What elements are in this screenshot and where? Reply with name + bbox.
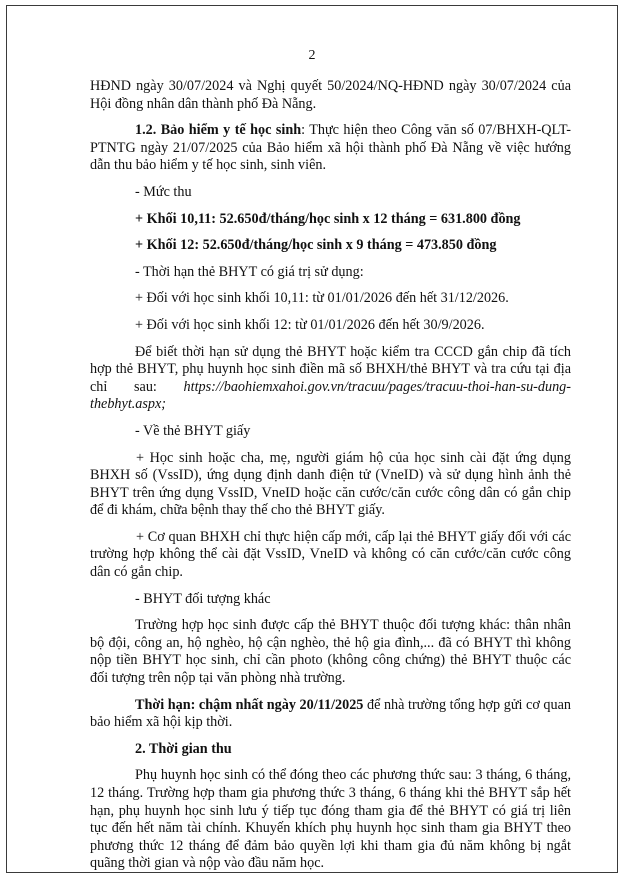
deadline-paragraph (90, 697, 571, 732)
paper-card-title: - Về thẻ BHYT giấy (135, 422, 251, 439)
lookup-paragraph (90, 344, 571, 414)
validity-grade-12: + Đối với học sinh khối 12: từ 01/01/2026 đến hết 30/9/2026. (135, 316, 485, 333)
other-insurance-title: - BHYT đối tượng khác (135, 590, 271, 607)
paper-card-paragraph-1: + Học sinh hoặc cha, mẹ, người giám hộ của học sinh cài đặt ứng dụng BHXH số (VssID), ứng dụng định danh điện tử (VneID) và sử dụng hình ảnh thẻ BHYT trên ứng dụng VssID, VneID hoặc căn cước/căn cước công dân có gắn chip để đi khám, chữa bệnh thay thế cho thẻ BHYT giấy. (90, 449, 571, 519)
section-1-2-paragraph (90, 122, 571, 175)
validity-title: - Thời hạn thẻ BHYT có giá trị sử dụng: (135, 263, 364, 280)
page-number: 2 (308, 48, 316, 63)
paper-card-paragraph-2: + Cơ quan BHXH chỉ thực hiện cấp mới, cấp lại thẻ BHYT giấy đối với các trường hợp không thể cài đặt VssID, VneID và không có căn cước/căn cước công dân có gắn chip. (90, 528, 571, 581)
lookup-text: Để biết thời hạn sử dụng thẻ BHYT hoặc kiểm tra CCCD gắn chip đã tích hợp thẻ BHYT, phụ huynh học sinh điền mã số BHXH/thẻ BHYT và tra cứu tại địa chỉ sau: (90, 343, 571, 395)
section-2-paragraph: Phụ huynh học sinh có thể đóng theo các phương thức sau: 3 tháng, 6 tháng, 12 tháng. Trường hợp tham gia phương thức 3 tháng, 6 tháng khi thẻ BHYT sắp hết hạn, phụ huynh học sinh lưu ý tiếp tục đóng tham gia để thẻ BHYT có giá trị liên tục đến hết năm tài chính. Khuyến khích phụ huynh học sinh tham gia BHYT theo phương thức 12 tháng để đảm bảo quyền lợi khi tham gia đủ năm không bị ngắt quãng thời gian và nộp vào đầu năm học. (90, 767, 571, 872)
other-insurance-paragraph: Trường hợp học sinh được cấp thẻ BHYT thuộc đối tượng khác: thân nhân bộ đội, công an, hộ nghèo, hộ cận nghèo, thẻ hộ gia đình,... đã có BHYT thì không nộp tiền BHYT học sinh, chỉ cần photo (không công chứng) thẻ BHYT thuộc các đối tượng trên nộp tại văn phòng nhà trường. (90, 617, 571, 687)
lookup-url[interactable]: https://baohiemxahoi.gov.vn/tracuu/pages/tracuu-thoi-han-su-dung-thebhyt.aspx; (90, 378, 571, 413)
section-1-2-text: : Thực hiện theo Công văn số 07/BHXH-QLT-PTNTG ngày 21/07/2025 của Bảo hiểm xã hội thành phố Đà Nẵng về việc hướng dẫn thu bảo hiểm y tế học sinh, sinh viên. (90, 122, 571, 174)
deadline-text: để nhà trường tổng hợp gửi cơ quan bảo hiểm xã hội kịp thời. (90, 696, 571, 731)
section-1-2-heading: 1.2. Bảo hiểm y tế học sinh (135, 122, 302, 139)
section-2-title: 2. Thời gian thu (135, 740, 232, 757)
deadline-bold: Thời hạn: chậm nhất ngày 20/11/2025 (135, 696, 364, 713)
fee-grade-10-11: + Khối 10,11: 52.650đ/tháng/học sinh x 12 tháng = 631.800 đồng (135, 210, 521, 227)
intro-paragraph: HĐND ngày 30/07/2024 và Nghị quyết 50/2024/NQ-HĐND ngày 30/07/2024 của Hội đồng nhân dân thành phố Đà Nẵng. (90, 78, 571, 112)
validity-grade-10-11: + Đối với học sinh khối 10,11: từ 01/01/2026 đến hết 31/12/2026. (135, 290, 509, 307)
document-page (6, 5, 618, 873)
muc-thu-label: - Mức thu (135, 183, 192, 200)
fee-grade-12: + Khối 12: 52.650đ/tháng/học sinh x 9 tháng = 473.850 đồng (135, 237, 497, 254)
document-body (90, 78, 571, 873)
